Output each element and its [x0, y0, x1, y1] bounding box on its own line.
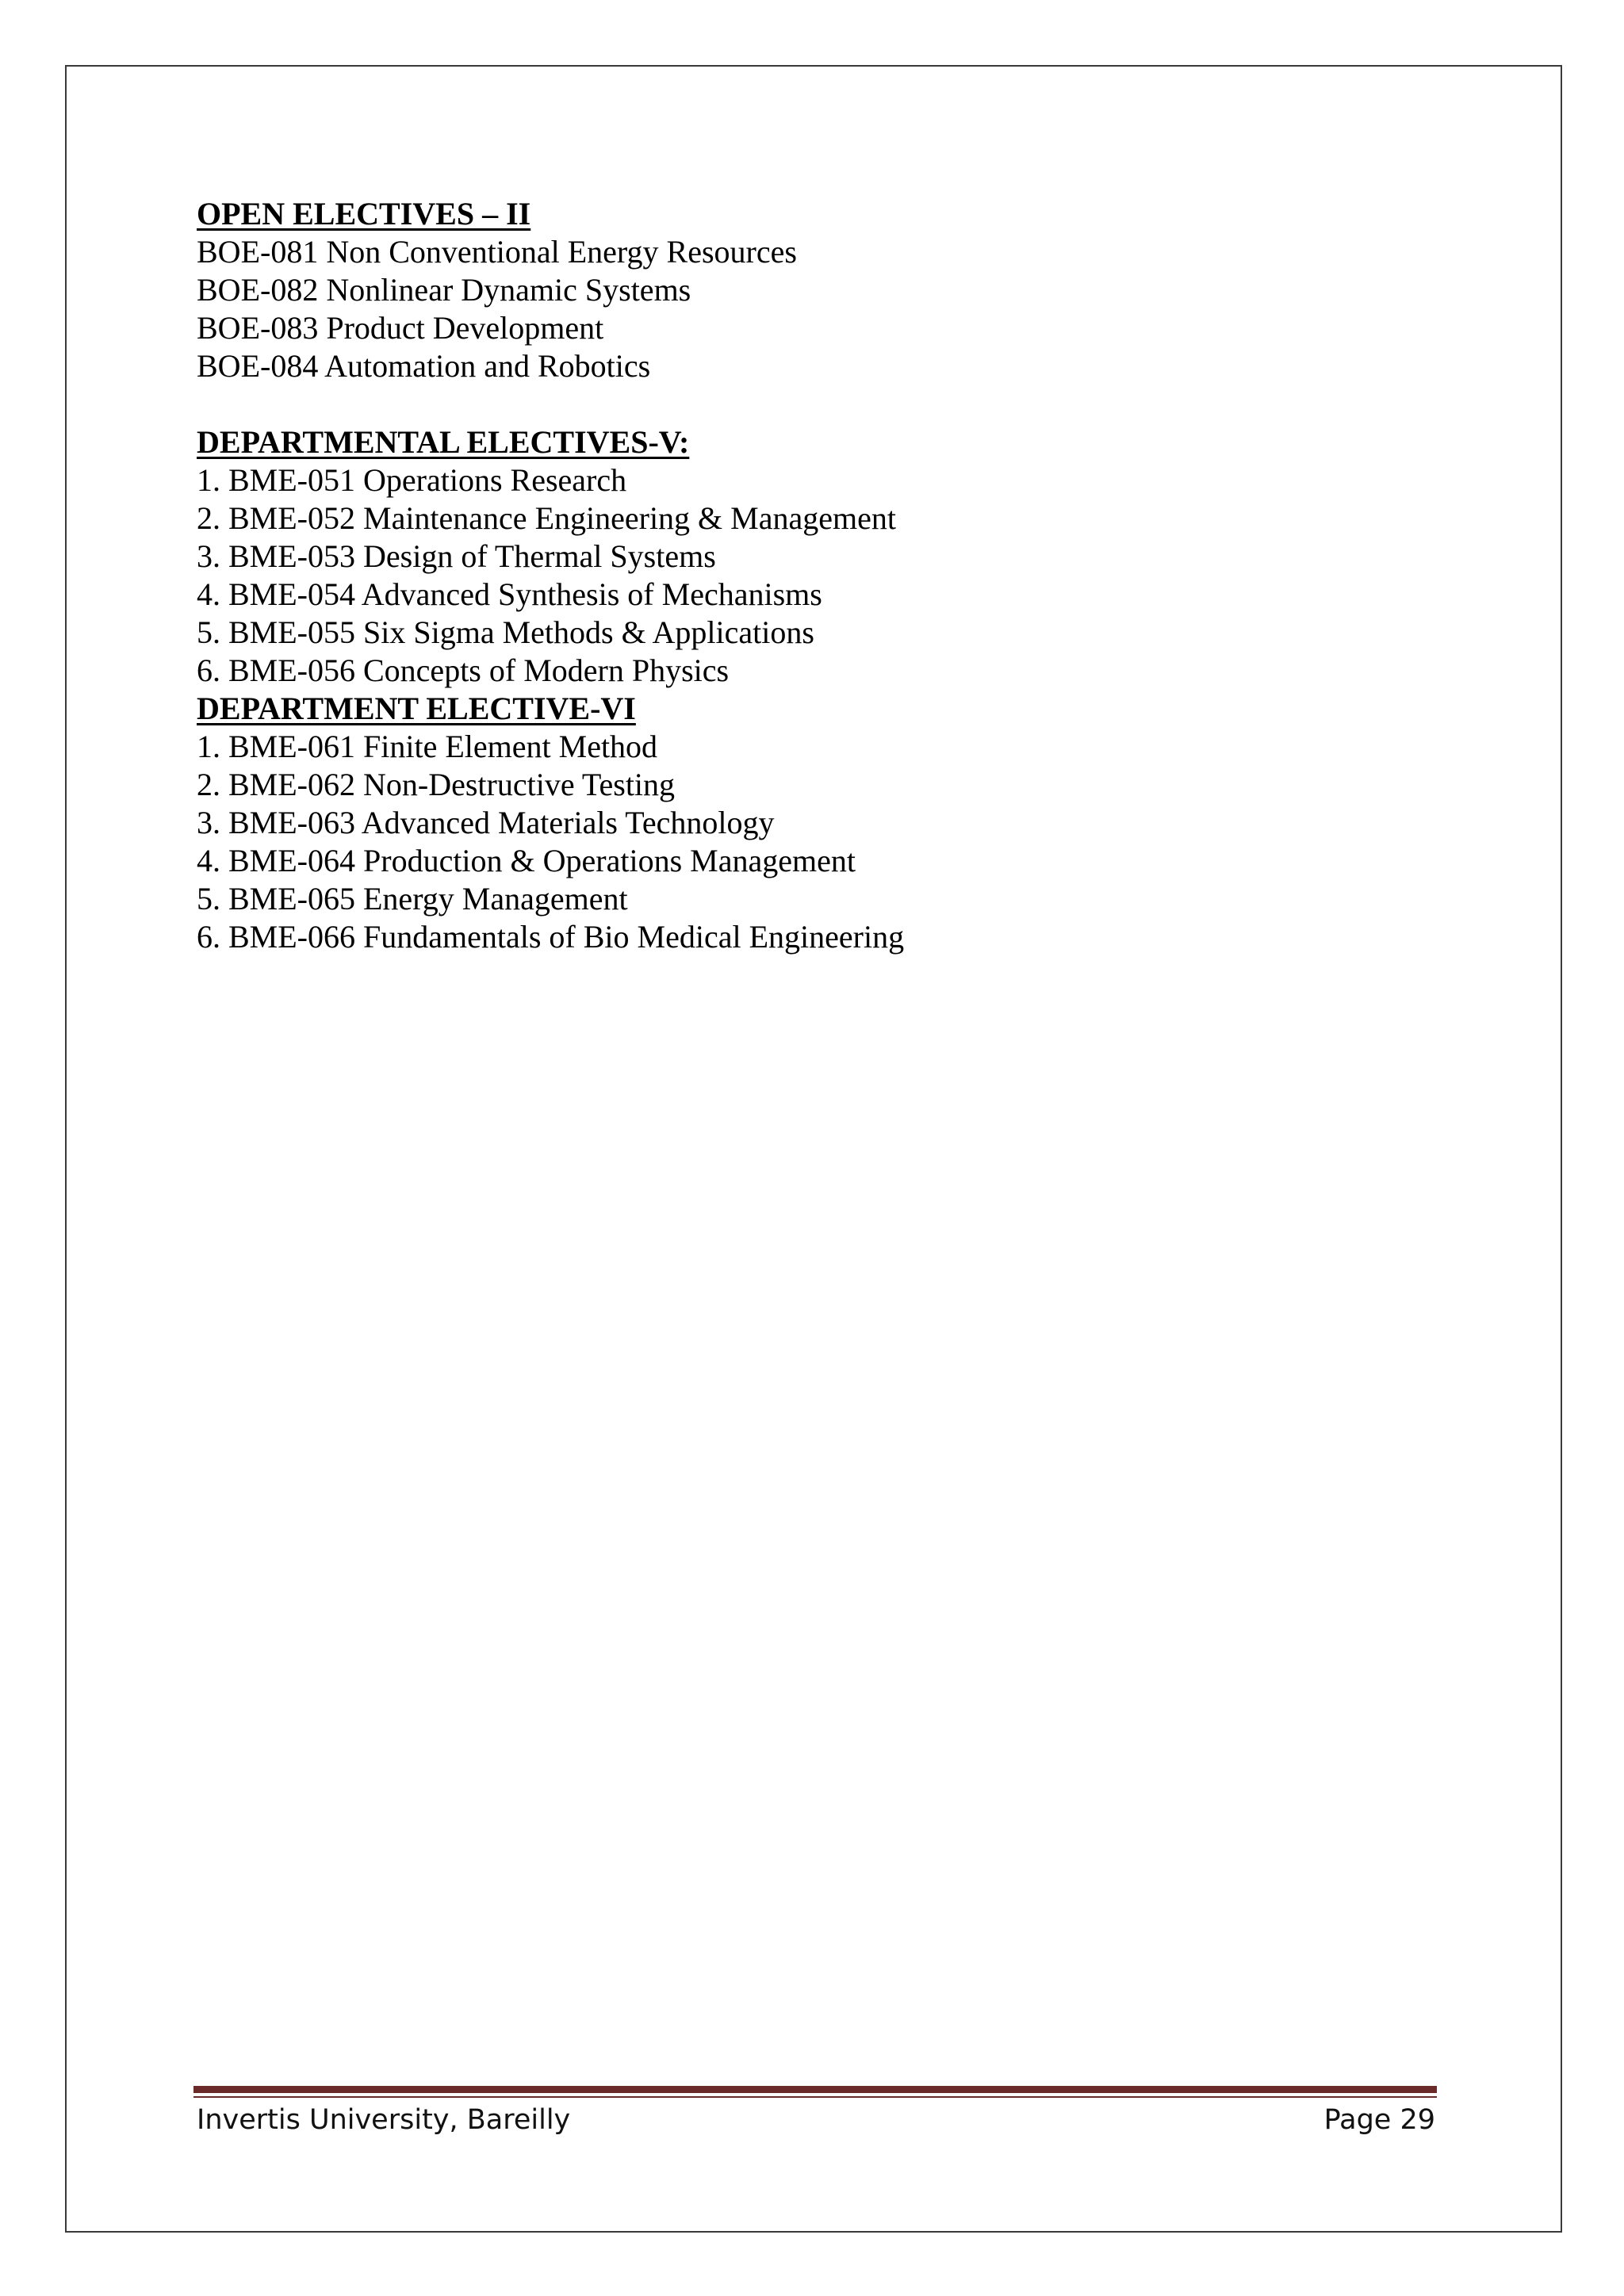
list-item: 4. BME-054 Advanced Synthesis of Mechanisms — [197, 576, 822, 612]
list-item: 2. BME-052 Maintenance Engineering & Management — [197, 500, 896, 536]
list-item: 4. BME-064 Production & Operations Management — [197, 843, 856, 878]
list-item: 5. BME-055 Six Sigma Methods & Applications — [197, 614, 814, 650]
document-body — [197, 195, 1465, 956]
list-item: 1. BME-061 Finite Element Method — [197, 729, 658, 764]
list-item: 2. BME-062 Non-Destructive Testing — [197, 767, 676, 802]
footer-rule — [193, 2086, 1437, 2093]
footer-institution: Invertis University, Bareilly — [197, 2104, 571, 2136]
list-item: BOE-082 Nonlinear Dynamic Systems — [197, 272, 691, 308]
list-item: 5. BME-065 Energy Management — [197, 881, 628, 916]
section-heading: OPEN ELECTIVES – II — [197, 196, 531, 232]
section-departmental-electives-v — [197, 423, 1465, 690]
section-heading: DEPARTMENT ELECTIVE-VI — [197, 691, 636, 726]
page-number: Page 29 — [1323, 2104, 1435, 2136]
list-item: 3. BME-063 Advanced Materials Technology — [197, 805, 775, 840]
section-open-electives-ii — [197, 195, 1465, 385]
list-item: BOE-081 Non Conventional Energy Resources — [197, 234, 797, 270]
list-item: 3. BME-053 Design of Thermal Systems — [197, 538, 716, 574]
list-item: BOE-083 Product Development — [197, 310, 604, 346]
list-item: 1. BME-051 Operations Research — [197, 462, 627, 498]
list-item: BOE-084 Automation and Robotics — [197, 348, 651, 384]
section-department-elective-vi — [197, 690, 1465, 956]
section-spacer — [197, 385, 1465, 423]
list-item: 6. BME-056 Concepts of Modern Physics — [197, 652, 730, 688]
footer-rule-thin — [193, 2096, 1437, 2098]
section-heading: DEPARTMENTAL ELECTIVES-V: — [197, 424, 690, 460]
list-item: 6. BME-066 Fundamentals of Bio Medical Engineering — [197, 919, 905, 955]
